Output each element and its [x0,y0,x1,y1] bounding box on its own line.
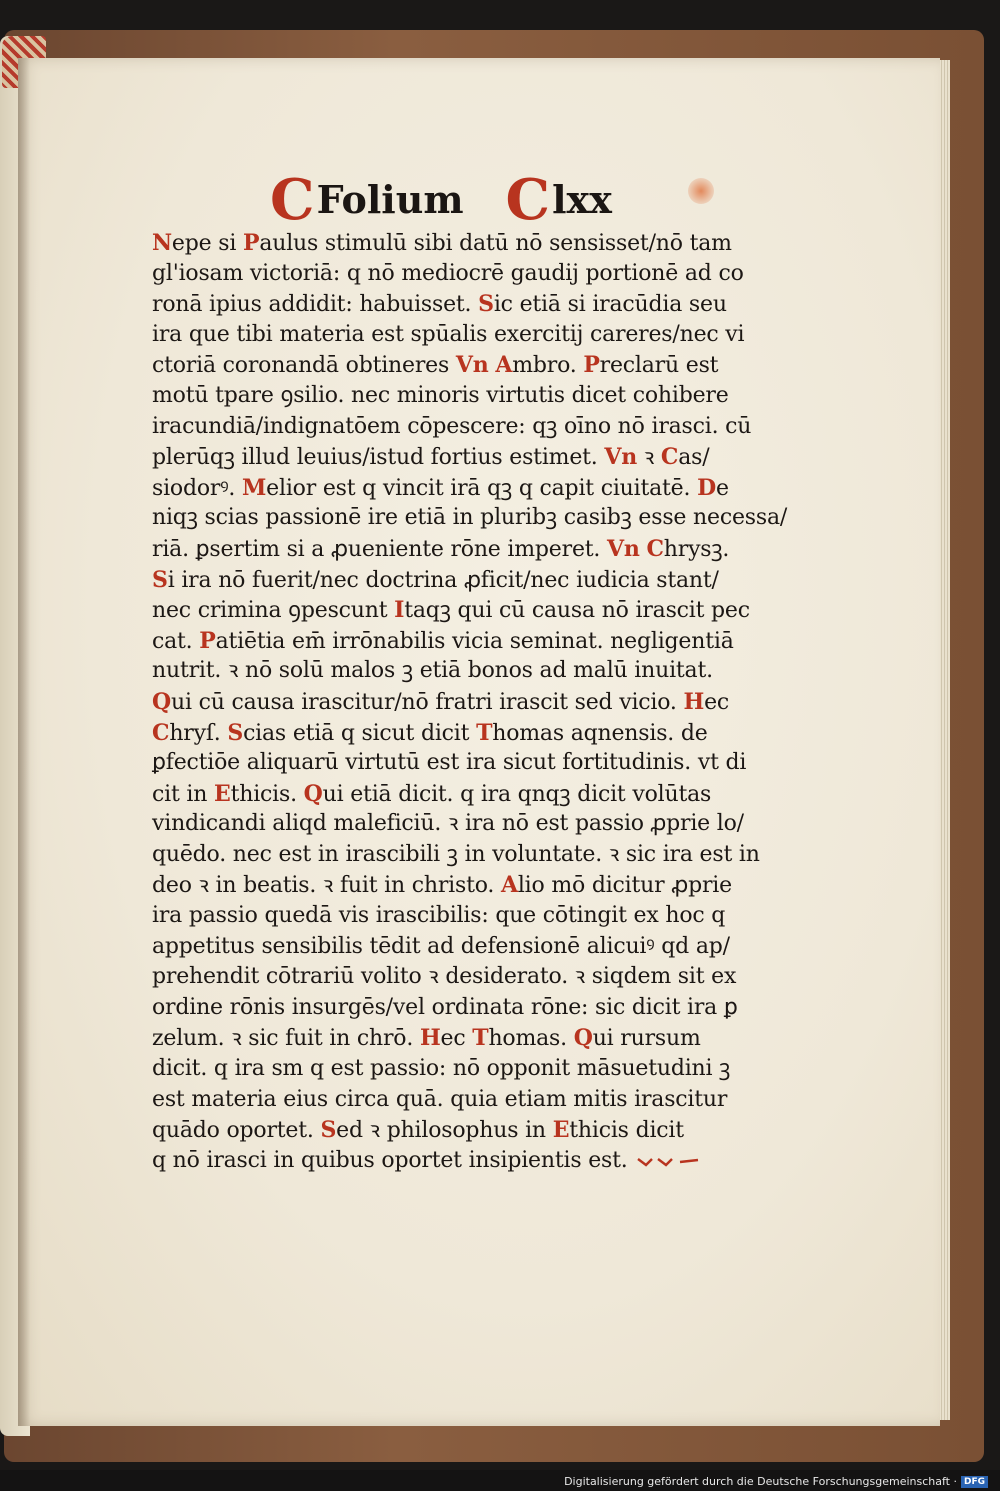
text-segment: nutrit. ꝛ nō solū malos ꝫ etiā bonos ad malū inuitat. [152,658,713,684]
text-line [152,442,792,473]
text-line [152,809,792,840]
text-line [152,1146,792,1177]
rubricated-initial: I [394,597,405,624]
text-line [152,932,792,963]
text-segment: gl'iosam victoriā: q nō mediocrē gaudij portionē ad co [152,260,744,286]
text-segment: taqꝫ qui cū causa nō irascit pec [404,598,750,624]
text-segment: ec [440,1026,473,1052]
folium-number: lxx [552,177,612,222]
text-segment: e [715,475,729,501]
text-segment: ui rursum [592,1026,701,1052]
text-segment: ꝛ [637,445,661,471]
rubricated-initial: C [152,719,170,746]
text-segment: cit in [152,781,214,807]
text-segment: thicis dicit [569,1118,684,1144]
text-segment: appetitus sensibilis tēdit ad defensionē alicuiꝰ qd ap/ [152,933,730,959]
text-segment: ic etiā si iracūdia seu [493,292,727,318]
text-line [152,1115,792,1146]
rubricated-initial: Vn [607,535,640,562]
text-segment: as/ [678,445,710,471]
rubricated-initial: M [242,474,267,501]
text-segment: cias etiā q sicut dicit [243,720,477,746]
rubricated-initial: T [476,719,493,746]
text-line [152,228,792,259]
text-line [152,748,792,779]
text-line [152,870,792,901]
text-line [152,320,792,351]
rubricated-initial: Q [152,688,171,715]
rubricated-initial: D [697,474,716,501]
text-line [152,412,792,443]
text-segment: reclarū est [599,353,719,379]
text-line [152,718,792,749]
text-line [152,473,792,504]
text-line [152,381,792,412]
text-block [152,228,792,1176]
rubricated-initial: S [320,1117,337,1144]
text-segment: niqꝫ scias passionē ire etiā in pluribꝫ casibꝫ esse necessa/ [152,505,788,531]
folium-word: Folium [316,177,464,222]
rubricated-initial: S [478,291,494,318]
text-segment: ꝑfectiōe aliquarū virtutū est ira sicut fortitudinis. vt di [152,750,747,776]
text-line [152,503,792,534]
text-segment: mbro. [512,353,584,379]
text-segment: thicis. [230,781,304,807]
text-segment: deo ꝛ in beatis. ꝛ fuit in christo. [152,873,501,899]
text-line [152,289,792,320]
rubricated-initial: E [214,780,231,807]
text-segment: aulus stimulū sibi datū nō sensisset/nō tam [259,231,732,256]
digitization-credit [564,1474,988,1490]
text-line [152,993,792,1024]
rubricated-initial: P [199,627,216,654]
rubricated-initial: S [227,719,244,746]
rubric-mark-2: C [505,167,551,233]
text-line [152,350,792,381]
ink-stain [688,178,714,204]
text-segment: hryſ. [169,720,228,746]
page-gutter-shadow [18,58,30,1426]
rubricated-initial: H [419,1025,441,1052]
text-segment: vindicandi aliqd maleficiū. ꝛ ira nō est passio ꝓprie lo/ [152,811,744,837]
text-segment: ui cū causa irascitur/nō fratri irascit sed vicio. [170,689,684,715]
text-segment: ira que tibi materia est spūalis exercitij careres/nec vi [152,321,745,347]
text-line [152,962,792,993]
text-segment: prehendit cōtrariū volito ꝛ desiderato. ꝛ siqdem sit ex [152,964,737,990]
rubricated-initial: Vn [455,352,489,379]
text-segment: ed ꝛ philosophus in [336,1118,553,1144]
folio-header [270,167,730,233]
text-segment: ira passio quedā vis irascibilis: que cōtingit ex hoc q [152,903,726,929]
rubric-mark-1: C [270,167,315,233]
text-segment: ronā ipius addidit: habuisset. [152,292,479,318]
text-line [152,1023,792,1054]
text-segment: iracundiā/indignatōem cōpescere: qꝫ oīno nō irasci. cū [152,413,752,439]
text-segment: riā. ꝑsertim si a ꝓueniente rōne imperet. [152,536,607,562]
text-segment: ordine rōnis insurgēs/vel ordinata rōne: sic dicit ira ꝑ [152,994,738,1020]
dfg-logo: DFG [961,1476,988,1488]
text-segment: hrysꝫ. [663,536,730,562]
text-line [152,259,792,290]
line-end-flourish-icon [636,1154,706,1168]
text-segment: est materia eius circa quā. quia etiam mitis irascitur [152,1086,728,1112]
rubricated-initial: P [583,352,600,379]
text-segment: ec [704,689,730,715]
text-line [152,1054,792,1085]
text-segment: q nō irasci in quibus oportet insipientis est. [152,1147,628,1173]
text-segment: ctoriā coronandā obtineres [152,353,456,379]
text-line [152,687,792,718]
text-line [152,565,792,596]
text-line [152,595,792,626]
rubricated-initial: C [646,535,664,562]
rubricated-initial: A [500,872,518,899]
rubricated-initial: P [242,230,260,256]
text-segment: homas aqnensis. de [492,720,708,746]
rubricated-initial: C [660,444,679,471]
text-segment: elior est q vincit irā qꝫ q capit ciuitatē. [266,475,698,501]
rubricated-initial: E [552,1117,570,1144]
text-segment: nec crimina ꝯpescunt [152,598,395,624]
text-line [152,656,792,687]
text-segment: cat. [152,628,200,654]
text-segment: quādo oportet. [152,1118,321,1144]
text-segment: atiētia em̄ irrōnabilis vicia seminat. negligentiā [215,628,734,654]
text-segment: siodorꝰ. [152,475,243,501]
text-segment: homas. [488,1026,574,1052]
text-segment: zelum. ꝛ sic fuit in chrō. [152,1026,420,1052]
text-segment: lio mō dicitur ꝓprie [517,873,732,899]
credit-text: Digitalisierung gefördert durch die Deutsche Forschungsgemeinschaft · [564,1475,957,1488]
text-segment: ui etiā dicit. q ira qnqꝫ dicit volūtas [322,781,712,807]
rubricated-initial: H [683,688,705,715]
text-segment: i ira nō fuerit/nec doctrina ꝓficit/nec iudicia stant/ [167,567,719,593]
rubricated-initial: Vn [604,444,638,471]
text-line [152,901,792,932]
rubricated-initial: N [152,230,172,256]
text-segment: epe si [171,231,243,256]
text-line [152,779,792,810]
rubricated-initial: A [495,352,513,379]
rubricated-initial: Q [573,1025,593,1052]
text-segment: motū tpare ꝯsilio. nec minoris virtutis dicet cohibere [152,382,729,408]
text-line [152,1085,792,1116]
text-line [152,626,792,657]
text-line [152,534,792,565]
text-segment: dicit. q ira sm q est passio: nō opponit māsuetudini ꝫ [152,1056,731,1082]
rubricated-initial: S [152,566,168,593]
text-segment: plerūqꝫ illud leuius/istud fortius estimet. [152,445,605,471]
text-segment: quēdo. nec est in irascibili ꝫ in voluntate. ꝛ sic ira est in [152,841,760,867]
rubricated-initial: Q [303,780,323,807]
text-line [152,840,792,871]
rubricated-initial: T [472,1025,489,1052]
